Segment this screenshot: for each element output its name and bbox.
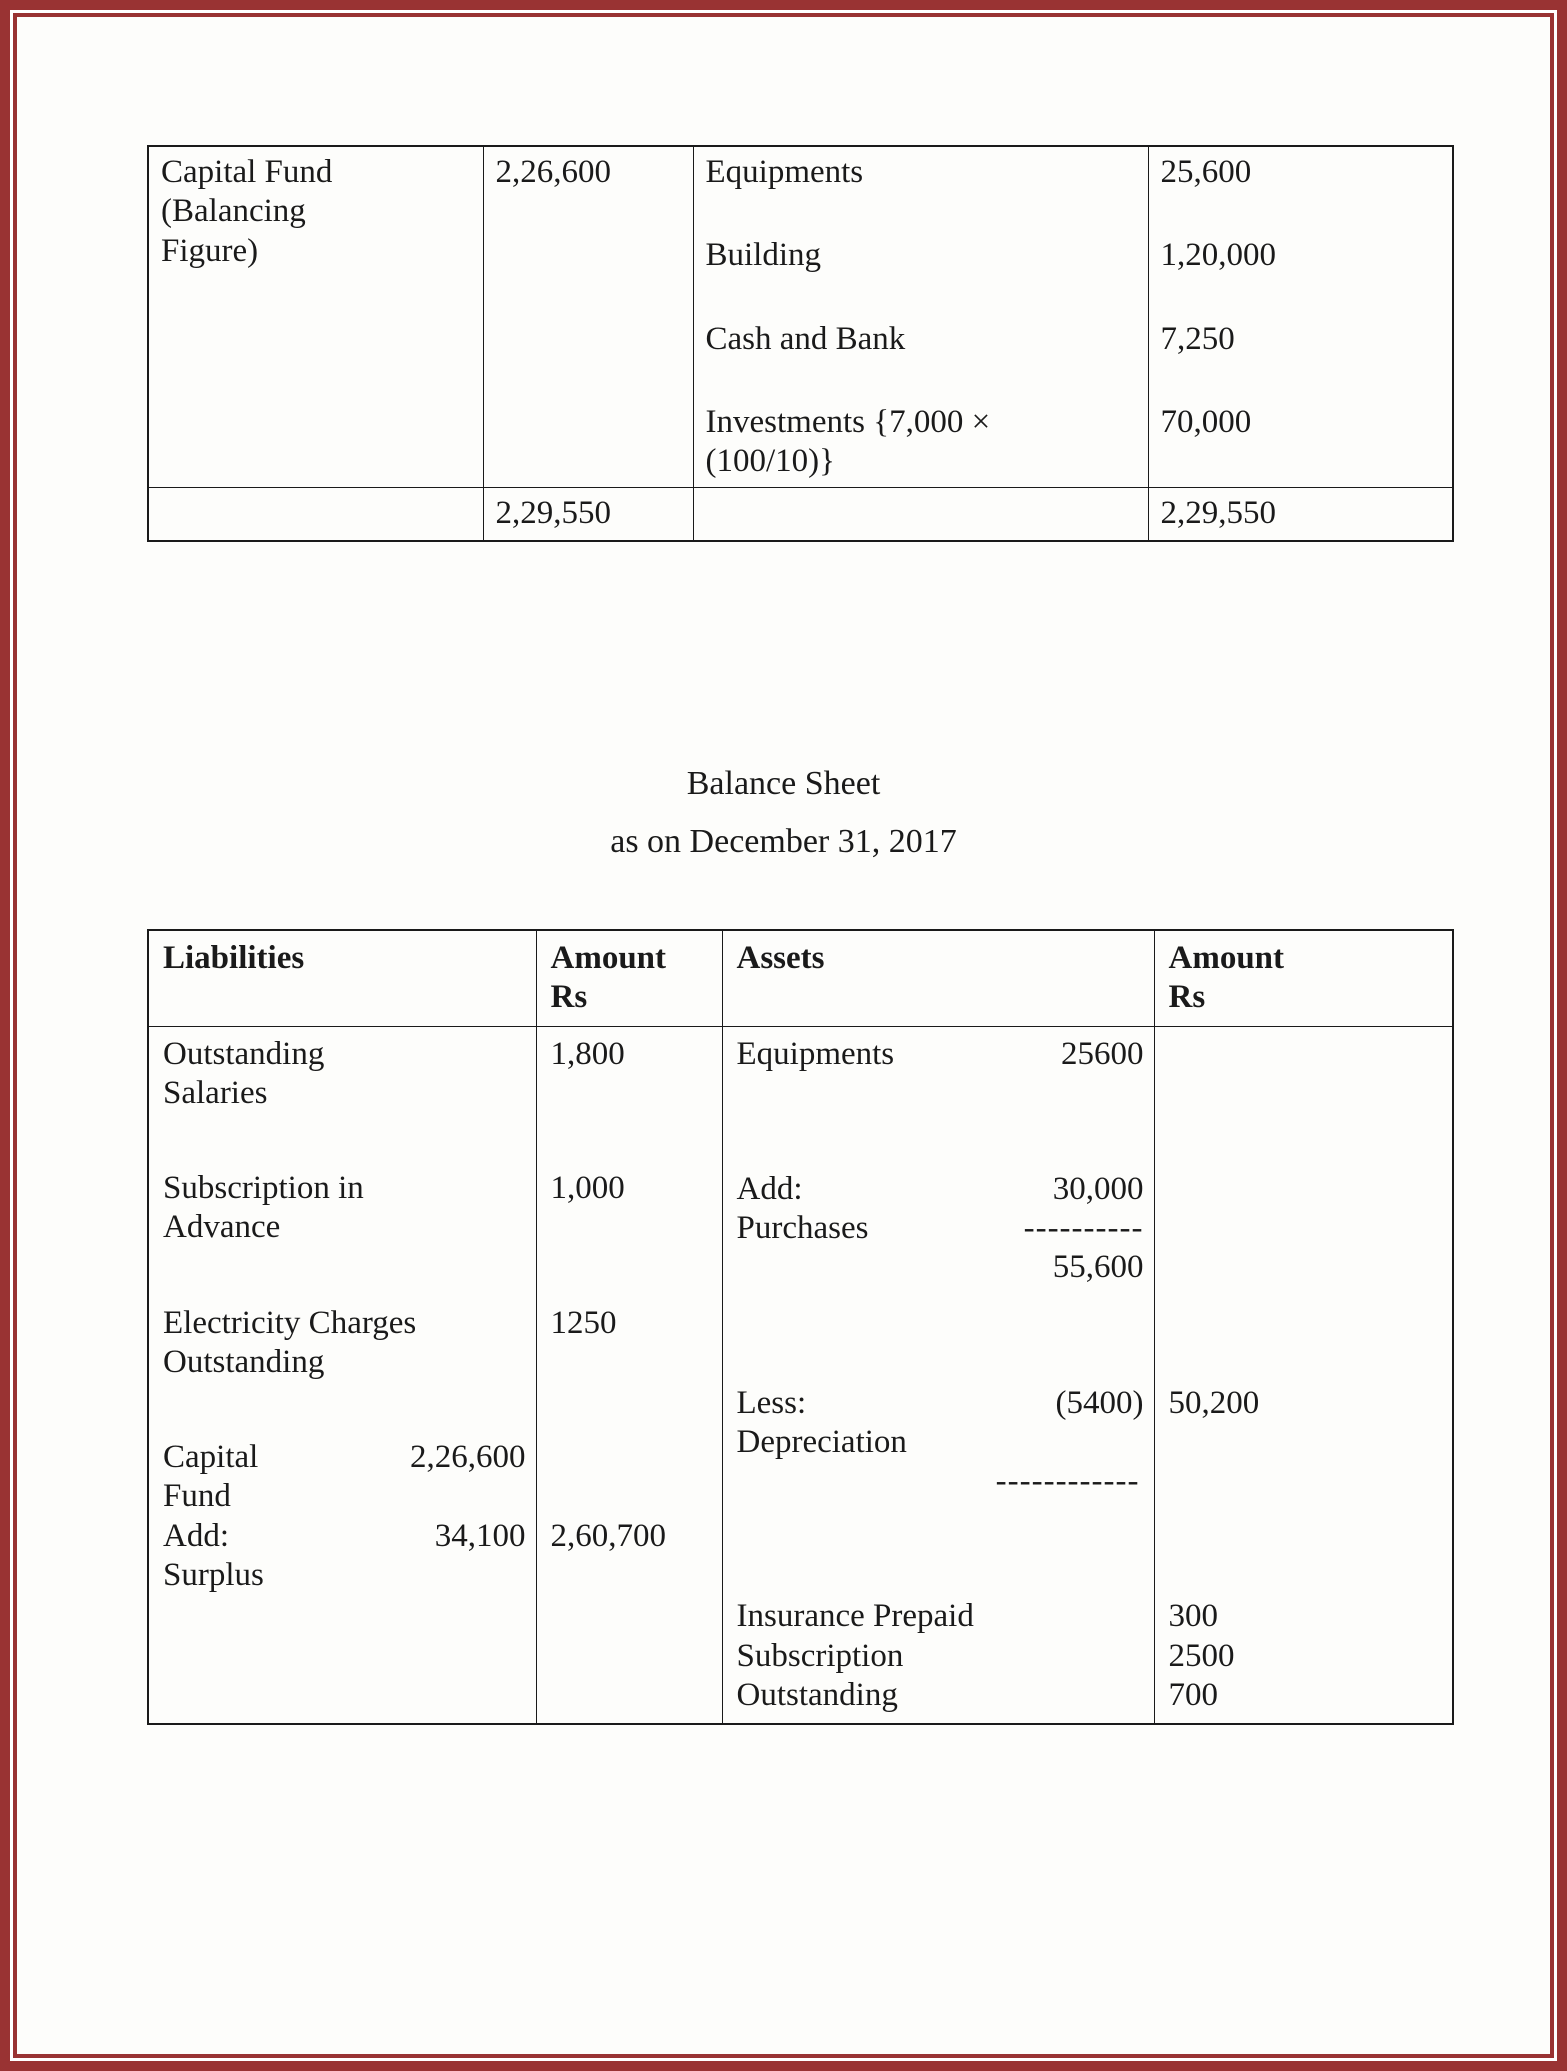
asset-less-label: Less: xyxy=(736,1384,807,1421)
asset-add-figure: 30,000 xyxy=(1052,1170,1144,1207)
asset-label-investments-line2: (100/10)} xyxy=(705,443,835,480)
asset-gross-total-row xyxy=(737,1248,1144,1287)
spacer xyxy=(551,1113,712,1169)
liability-subscription-in-advance-line2: Advance xyxy=(163,1209,281,1246)
column-header-amount-left-line2: Rs xyxy=(550,979,588,1016)
assets-label-cell xyxy=(693,146,1148,488)
spacer xyxy=(737,1288,1144,1384)
asset-subscription-label: Subscription xyxy=(736,1637,904,1674)
column-header-liabilities: Liabilities xyxy=(148,930,536,1026)
balance-sheet-heading xyxy=(17,767,1550,859)
asset-label-building: Building xyxy=(705,237,822,274)
spacer xyxy=(706,192,1138,236)
asset-amount-outstanding: 700 xyxy=(1168,1676,1218,1713)
liability-capital-figure: 2,26,600 xyxy=(410,1439,526,1476)
opening-balance-sheet-table xyxy=(147,145,1454,542)
assets-amount-column xyxy=(1154,1026,1453,1724)
spacer xyxy=(1169,1288,1443,1384)
spacer xyxy=(1169,1209,1443,1248)
spacer xyxy=(1169,1501,1443,1597)
asset-insurance-prepaid-label: Insurance Prepaid xyxy=(736,1598,974,1635)
spacer xyxy=(551,1248,712,1304)
capital-fund-label-cell xyxy=(148,146,483,488)
liability-capital-label: Capital xyxy=(163,1439,259,1476)
asset-depreciation-rule: ------------ xyxy=(995,1463,1140,1500)
spacer xyxy=(1161,192,1443,236)
total-blank-left xyxy=(148,488,483,541)
asset-less-figure: (5400) xyxy=(1055,1384,1144,1421)
spacer xyxy=(551,1343,712,1382)
liability-amount-subscription-in-advance: 1,000 xyxy=(550,1170,625,1207)
column-header-amount-right xyxy=(1154,930,1453,1026)
spacer xyxy=(163,1248,526,1304)
liability-capital-fund-line3 xyxy=(163,1517,526,1556)
spacer xyxy=(737,978,1144,1017)
assets-amount-cell xyxy=(1148,146,1453,488)
total-assets-amount: 2,29,550 xyxy=(1148,488,1453,541)
spacer xyxy=(551,1438,712,1477)
liability-amount-outstanding-salaries: 1,800 xyxy=(550,1035,625,1072)
asset-amount-building: 1,20,000 xyxy=(1160,237,1276,274)
column-header-amount-left-line1: Amount xyxy=(550,940,667,976)
spacer xyxy=(1169,1462,1443,1501)
asset-less-depreciation-row2 xyxy=(737,1423,1144,1462)
spacer xyxy=(1169,1074,1443,1170)
asset-amount-equipments: 25,600 xyxy=(1160,154,1252,190)
liability-add-figure: 34,100 xyxy=(434,1517,526,1554)
spacer xyxy=(163,1382,526,1438)
spacer xyxy=(706,276,1138,320)
asset-label-investments: Investments {7,000 × xyxy=(705,403,991,440)
liability-electricity-charges-line1: Electricity Charges xyxy=(163,1304,417,1341)
asset-amount-insurance-prepaid: 300 xyxy=(1168,1598,1218,1635)
page-sheet xyxy=(17,17,1550,2054)
total-blank-right xyxy=(693,488,1148,541)
asset-add-label: Add: xyxy=(736,1170,803,1207)
table-total-row xyxy=(148,488,1453,541)
asset-depreciation-label: Depreciation xyxy=(736,1423,907,1460)
balance-sheet-table xyxy=(147,929,1454,1725)
spacer xyxy=(1161,276,1443,320)
column-header-amount-right-line1: Amount xyxy=(1168,940,1285,976)
spacer xyxy=(1169,1248,1443,1287)
asset-less-depreciation-row1 xyxy=(737,1384,1144,1423)
spacer xyxy=(1169,1423,1443,1462)
asset-amount-cash-and-bank: 7,250 xyxy=(1160,320,1235,357)
capital-fund-label-line2: (Balancing xyxy=(161,193,306,230)
table-header-row xyxy=(148,930,1453,1026)
spacer xyxy=(1169,1170,1443,1209)
capital-fund-label-line3: Figure) xyxy=(161,232,259,269)
liability-electricity-charges-line2: Outstanding xyxy=(163,1343,325,1380)
asset-purchases-rule: ---------- xyxy=(1023,1210,1144,1247)
liability-outstanding-salaries-line1: Outstanding xyxy=(163,1035,325,1072)
capital-fund-label-line1: Capital Fund xyxy=(161,154,333,190)
asset-amount-investments: 70,000 xyxy=(1160,403,1252,440)
page-border-inner xyxy=(10,10,1557,2061)
asset-add-purchases-row2 xyxy=(737,1209,1144,1248)
spacer xyxy=(551,1074,712,1113)
liability-amount-electricity-charges: 1250 xyxy=(550,1304,617,1341)
document-content xyxy=(17,17,1550,2054)
asset-equipments-row xyxy=(737,1035,1144,1074)
balance-sheet-subtitle: as on December 31, 2017 xyxy=(610,823,957,860)
liability-subscription-in-advance-line1: Subscription in xyxy=(163,1170,364,1207)
capital-fund-amount-cell: 2,26,600 xyxy=(483,146,693,488)
spacer xyxy=(706,359,1138,403)
column-header-amount-left xyxy=(536,930,722,1026)
table-row xyxy=(148,146,1453,488)
spacer xyxy=(163,1113,526,1169)
spacer xyxy=(551,1556,712,1595)
spacer xyxy=(551,1208,712,1247)
liability-capital-fund-line2: Fund xyxy=(163,1478,231,1515)
liabilities-column xyxy=(148,1026,536,1724)
asset-outstanding-label: Outstanding xyxy=(736,1676,898,1713)
assets-column xyxy=(722,1026,1154,1724)
table-row xyxy=(148,1026,1453,1724)
liability-amount-capital-fund-total: 2,60,700 xyxy=(550,1517,666,1554)
asset-gross-total-figure: 55,600 xyxy=(1052,1249,1144,1286)
asset-add-purchases-row1 xyxy=(737,1170,1144,1209)
column-header-assets-label: Assets xyxy=(736,940,825,976)
spacer xyxy=(551,1477,712,1516)
asset-purchases-label: Purchases xyxy=(736,1210,869,1247)
liability-outstanding-salaries-line2: Salaries xyxy=(163,1074,268,1111)
asset-label-equipments: Equipments xyxy=(705,154,864,190)
spacer xyxy=(737,1074,1144,1170)
balance-sheet-title: Balance Sheet xyxy=(686,765,881,802)
asset-equipments-label: Equipments xyxy=(736,1035,895,1072)
spacer xyxy=(737,1501,1144,1597)
column-header-amount-right-line2: Rs xyxy=(1168,979,1206,1016)
spacer xyxy=(551,1382,712,1438)
liabilities-amount-column xyxy=(536,1026,722,1724)
asset-amount-equipments xyxy=(1169,1035,1443,1074)
asset-amount-equipments-net: 50,200 xyxy=(1168,1384,1260,1421)
liability-capital-fund-line1 xyxy=(163,1438,526,1477)
asset-label-cash-and-bank: Cash and Bank xyxy=(705,320,906,357)
liability-capital-fund-line4: Surplus xyxy=(163,1556,264,1593)
total-liabilities-amount: 2,29,550 xyxy=(483,488,693,541)
asset-amount-subscription: 2500 xyxy=(1168,1637,1235,1674)
spacer xyxy=(1161,359,1443,403)
liability-add-label: Add: xyxy=(163,1517,229,1554)
column-header-assets xyxy=(722,930,1154,1026)
asset-equipments-figure: 25600 xyxy=(1061,1035,1144,1072)
